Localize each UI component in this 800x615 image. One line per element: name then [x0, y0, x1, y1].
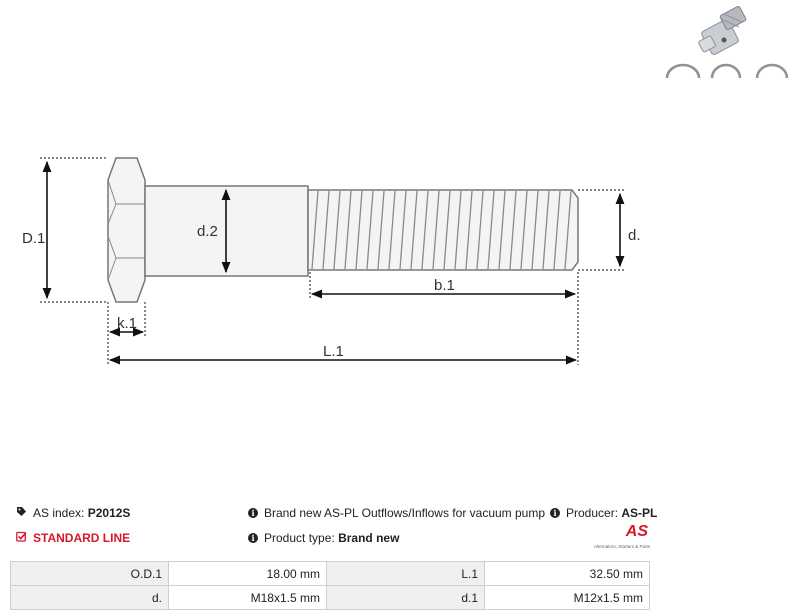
- bolt-drawing: [108, 158, 578, 302]
- spec-key: O.D.1: [11, 562, 169, 586]
- label-L1: L.1: [323, 343, 344, 360]
- product-type-value: Brand new: [338, 531, 400, 545]
- spec-key: L.1: [327, 562, 485, 586]
- producer-label: Producer:: [566, 506, 619, 520]
- logo-mark: AS: [625, 523, 648, 540]
- producer-value: AS-PL: [621, 506, 658, 520]
- as-pl-logo: [588, 523, 650, 553]
- spec-value: 32.50 mm: [485, 562, 650, 586]
- table-row: [11, 586, 650, 610]
- logo-tagline: Alternators, Starters & Parts: [593, 544, 650, 549]
- spec-value: M12x1.5 mm: [485, 586, 650, 610]
- standard-line-row: [16, 531, 130, 545]
- washer-icon: [667, 65, 699, 78]
- label-d: d.: [628, 227, 641, 244]
- spec-value: M18x1.5 mm: [169, 586, 327, 610]
- fitting-icon: [698, 6, 746, 56]
- product-type-label: Product type:: [264, 531, 335, 545]
- product-type-row: [248, 531, 399, 545]
- spec-value: 18.00 mm: [169, 562, 327, 586]
- description-text: Brand new AS-PL Outflows/Inflows for vacuum pump: [264, 506, 546, 520]
- info-icon: i: [248, 533, 258, 543]
- tag-icon: [16, 506, 27, 520]
- bolt-head: [108, 158, 145, 302]
- check-square-icon: [16, 531, 27, 545]
- product-photo: [667, 6, 787, 78]
- label-d2: d.2: [197, 223, 218, 240]
- spec-key: d.1: [327, 586, 485, 610]
- table-row: [11, 562, 650, 586]
- producer-row: [550, 506, 657, 520]
- label-D1: D.1: [22, 230, 46, 247]
- washer-icon: [757, 65, 787, 78]
- spec-key: d.: [11, 586, 169, 610]
- label-k1: k.1: [117, 315, 138, 332]
- as-index-row: [16, 506, 130, 520]
- info-icon: i: [550, 508, 560, 518]
- label-b1: b.1: [434, 277, 455, 294]
- description-row: [248, 506, 545, 520]
- standard-line-label: STANDARD LINE: [33, 531, 131, 545]
- washer-icon: [712, 65, 740, 78]
- as-index-label: AS index:: [33, 506, 85, 520]
- specs-table: [10, 561, 650, 610]
- info-icon: i: [248, 508, 258, 518]
- as-index-value: P2012S: [87, 506, 131, 520]
